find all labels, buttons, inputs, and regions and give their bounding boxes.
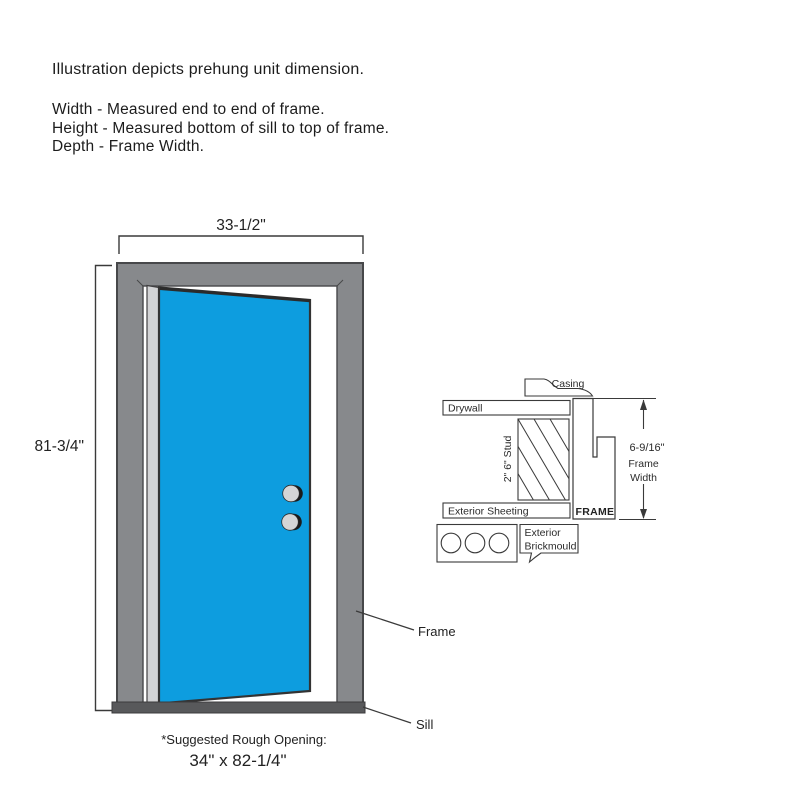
brickmould-label-line1: Exterior (524, 527, 561, 539)
height-dimension-bracket (96, 266, 113, 711)
doorknob (282, 514, 302, 531)
frame-leader-line (356, 611, 414, 630)
frame-profile (573, 399, 615, 520)
depth-definition: Depth - Frame Width. (52, 138, 205, 156)
rough-opening-note: *Suggested Rough Opening: (161, 732, 327, 747)
width-definition: Width - Measured end to end of frame. (52, 101, 325, 118)
sill-leader-line (363, 707, 411, 723)
sill-callout-label: Sill (416, 717, 434, 732)
arrowhead-down (640, 509, 647, 519)
intro-note: Illustration depicts prehung unit dimension. (52, 61, 365, 78)
brickmould-label-line2: Brickmould (524, 540, 577, 553)
frame-width-label-line1: Frame (628, 458, 659, 470)
frame-width-label-line2: Width (630, 472, 657, 484)
rough-opening-size: 34" x 82-1/4" (189, 751, 287, 770)
height-dimension-label: 81-3/4" (34, 438, 84, 455)
exterior-sheeting-label: Exterior Sheeting (448, 505, 529, 518)
width-dimension-label: 33-1/2" (216, 217, 266, 234)
door-illustration (35, 217, 456, 770)
deadbolt (283, 485, 303, 502)
frame-callout-label: Frame (418, 624, 456, 639)
height-definition: Height - Measured bottom of sill to top of frame. (52, 119, 390, 137)
stud-label: 2" 6" Stud (502, 435, 514, 483)
brickmould-box (437, 525, 517, 563)
casing-label: Casing (551, 378, 585, 390)
arrowhead-up (640, 400, 647, 411)
width-dimension-bracket (119, 236, 363, 254)
door-edge (147, 286, 159, 705)
frame-width-value: 6-9/16" (629, 442, 665, 454)
door-sill (112, 702, 365, 713)
drywall-label: Drywall (448, 402, 483, 415)
frame-section-label: FRAME (575, 506, 615, 518)
